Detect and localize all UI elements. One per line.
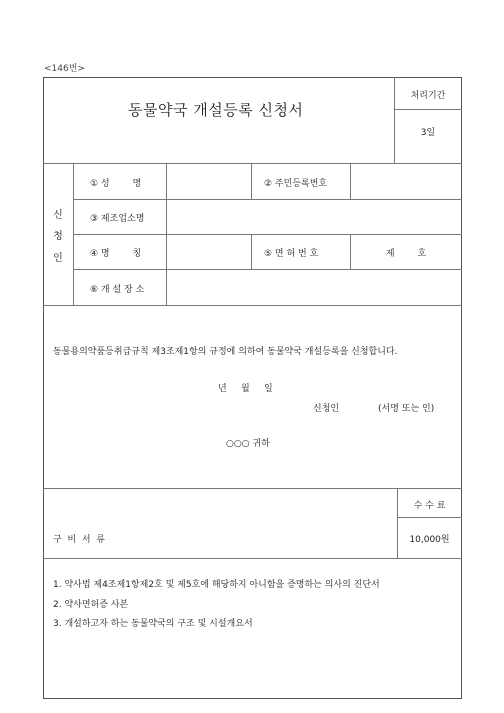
fee-mid-line (397, 517, 462, 518)
document-item: 3. 개설하고자 하는 동물약국의 구조 및 시설개요서 (53, 619, 253, 629)
fee-label: 수 수 료 (413, 501, 446, 511)
field-license-no-value[interactable]: 제 호 (385, 249, 427, 259)
value-column-divider (350, 163, 351, 199)
field-name-label: ① 성 명 (90, 179, 142, 189)
documents-bottom-line (43, 558, 462, 559)
date-line[interactable]: 년 월 일 (218, 384, 273, 394)
applicant-label-char: 인 (53, 253, 63, 264)
field-location-input[interactable] (168, 271, 460, 303)
field-resident-no-label: ② 주민등록번호 (264, 179, 328, 189)
row-line (73, 269, 462, 270)
applicant-label-char: 청 (53, 231, 63, 242)
field-resident-no-input[interactable] (352, 165, 460, 197)
document-item: 1. 약사법 제4조제1항제2호 및 제5호에 해당하지 아니함을 증명하는 의사의 진단서 (53, 580, 380, 590)
documents-label: 구 비 서 류 (53, 535, 105, 545)
statement-text: 동물용의약품등취급규칙 제3조제1항의 규정에 의하여 동물약국 개설등록을 신청합니다. (53, 347, 398, 357)
processing-label: 처리기간 (410, 91, 446, 101)
field-business-name-input[interactable] (168, 201, 460, 232)
row-line (73, 234, 462, 235)
field-location-label: ⑥ 개 설 장 소 (90, 285, 145, 295)
applicant-bottom-line (43, 305, 462, 306)
field-business-name-label: ③ 제조업소명 (90, 214, 145, 224)
form-number: <146번> (44, 64, 85, 74)
field-title-input[interactable] (168, 236, 248, 267)
mid-column-divider (251, 234, 252, 269)
applicant-label-char: 신 (53, 210, 63, 221)
document-item: 2. 약사면허증 사본 (53, 600, 129, 610)
mid-column-divider (251, 163, 252, 199)
field-license-no-label: ⑤ 면 허 번 호 (264, 249, 319, 259)
addressee-line: ○○○ 귀하 (226, 439, 270, 449)
processing-divider (394, 109, 462, 110)
field-name-input[interactable] (168, 165, 248, 197)
form-title: 동물약국 개설등록 신청서 (128, 101, 304, 119)
fee-value: 10,000원 (409, 535, 450, 545)
label-column-divider (166, 163, 167, 305)
field-title-label: ④ 명 칭 (90, 249, 142, 259)
processing-value: 3일 (420, 128, 436, 138)
applicant-signature-label: 신청인 (313, 404, 340, 414)
value-column-divider (350, 234, 351, 269)
header-bottom-line (43, 163, 462, 164)
statement-bottom-line (43, 488, 462, 489)
row-line (73, 199, 462, 200)
signature-placeholder[interactable]: (서명 또는 인) (378, 404, 435, 414)
